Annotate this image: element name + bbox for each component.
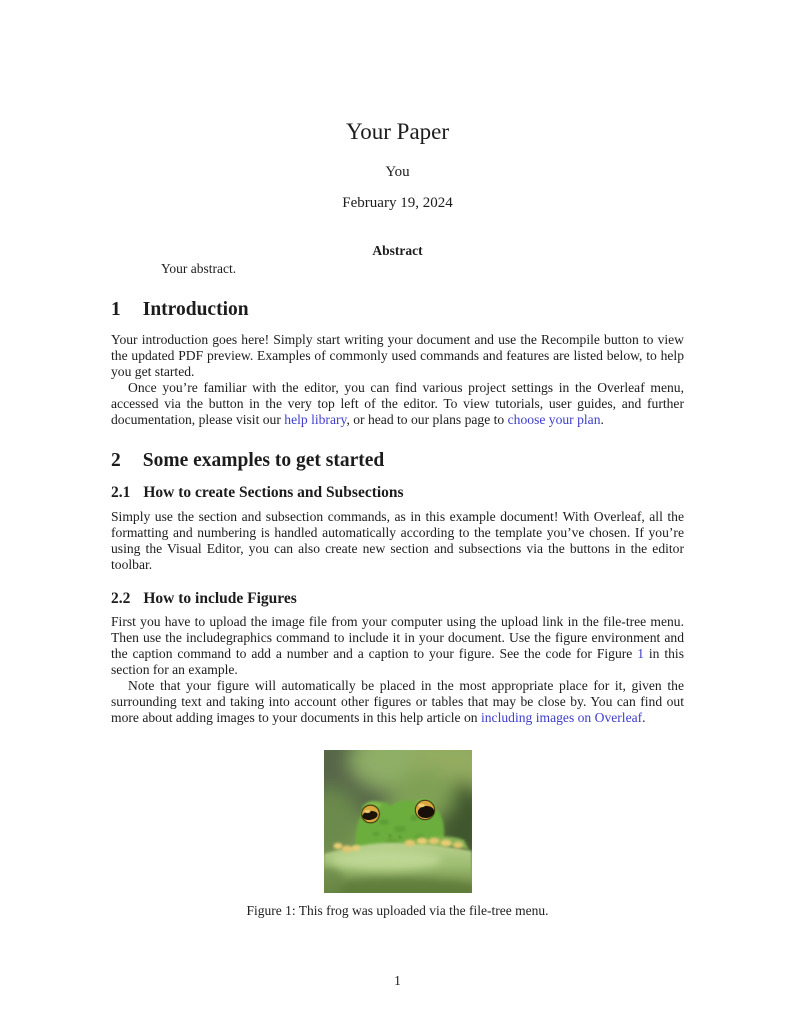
subsection-2-1-heading — [111, 484, 684, 502]
subsection-2-2-title: How to include Figures — [143, 590, 297, 607]
figures-p2-text-2: . — [642, 710, 646, 725]
figures-p1-text-1: First you have to upload the image file from your computer using the upload link in the file-tree menu. Then use the includegraphics command to include it in your document. Use the figure environment and the caption command to add a number and a caption to your figure. See the code for Figure — [111, 614, 684, 661]
intro-p2-text-2: , or head to our plans page to — [346, 412, 508, 427]
intro-paragraph-2 — [111, 380, 684, 428]
subsection-2-2-heading — [111, 590, 684, 608]
abstract-body: Your abstract. — [161, 261, 237, 276]
figure-1-frog-image — [324, 750, 472, 893]
section-1-number: 1 — [111, 299, 121, 320]
intro-paragraph-1: Your introduction goes here! Simply start writing your document and use the Recompile button to view the updated PDF preview. Examples of commonly used commands and features are listed below, to help you get started. — [111, 332, 684, 379]
subsection-2-2-number: 2.2 — [111, 590, 131, 607]
figures-paragraph-1 — [111, 614, 684, 678]
figure-1-reference-link[interactable]: 1 — [637, 646, 644, 661]
figures-p2-text-1: Note that your figure will automatically be placed in the most appropriate place for it, given the surrounding text and taking into account other figures or tables that may be close by. You can find out more about adding images to your documents in this help article on — [111, 678, 684, 725]
subsection-2-1-number: 2.1 — [111, 484, 131, 501]
section-1-heading — [111, 299, 684, 321]
section-1-title: Introduction — [142, 299, 249, 320]
figures-p1-text-2: in this section for an example. — [111, 646, 684, 677]
including-images-link[interactable]: including images on Overleaf — [480, 710, 643, 725]
choose-your-plan-link[interactable]: choose your plan — [507, 412, 601, 427]
sections-paragraph: Simply use the section and subsection commands, as in this example document! With Overleaf, all the formatting and numbering is handled automatically according to the template you’ve chosen. If you’re using the Visual Editor, you can also create new section and subsections via the buttons in the editor toolbar. — [111, 509, 684, 572]
help-library-link[interactable]: help library — [284, 412, 347, 427]
section-2-heading — [111, 450, 684, 472]
figures-paragraph-2 — [111, 678, 684, 726]
section-2-number: 2 — [111, 450, 121, 471]
figure-1-caption: Figure 1: This frog was uploaded via the file-tree menu. — [246, 903, 549, 918]
paper-title: Your Paper — [345, 119, 450, 144]
page-number: 1 — [394, 973, 401, 988]
intro-p2-text-3: . — [600, 412, 604, 427]
section-2-title: Some examples to get started — [142, 450, 385, 471]
intro-p2-text-1: Once you’re familiar with the editor, you can find various project settings in the Overleaf menu, accessed via the button in the very top left of the editor. To view tutorials, user guides, and further documentation, please visit our — [111, 380, 684, 427]
abstract-heading: Abstract — [372, 243, 423, 258]
paper-date: February 19, 2024 — [342, 195, 453, 211]
subsection-2-1-title: How to create Sections and Subsections — [143, 484, 404, 501]
paper-author: You — [385, 164, 410, 180]
